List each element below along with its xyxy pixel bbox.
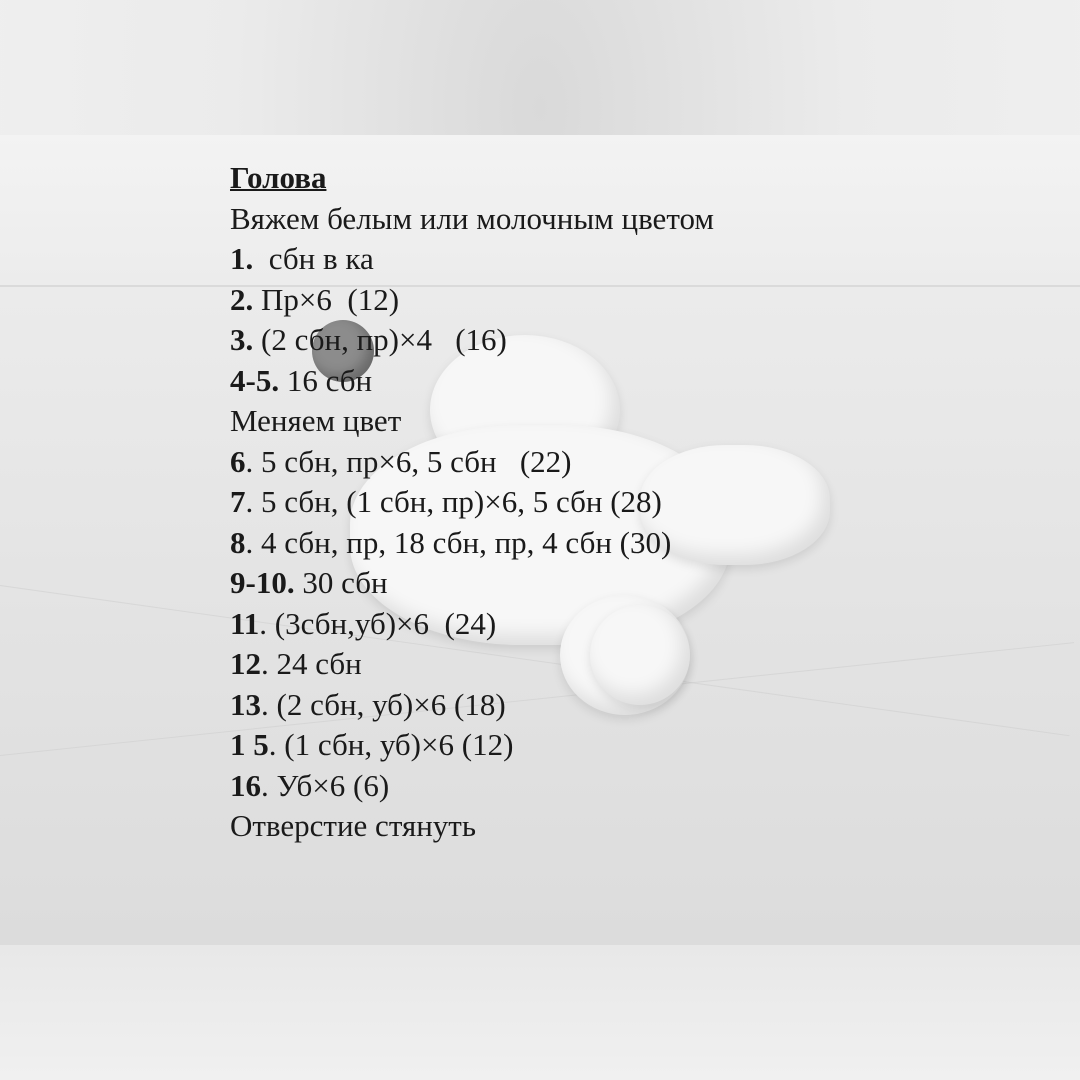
row-number: 13 [230,686,261,722]
row-number: 8 [230,524,246,560]
recipe-row [230,563,850,604]
recipe-row [230,523,850,564]
row-number: 4-5. [230,362,280,398]
recipe-row [230,644,850,685]
bottom-strip [0,945,1080,1080]
row-text: . 4 сбн, пр, 18 сбн, пр, 4 сбн (30) [245,524,672,560]
row-number: 6 [230,443,246,479]
recipe-row [230,361,850,402]
row-text: 30 сбн [294,565,388,600]
recipe-row [230,725,850,766]
recipe-row [230,239,850,280]
row-text: (2 сбн, пр)×4 (16) [253,322,507,357]
row-text: 16 сбн [279,362,373,398]
recipe-rows [230,239,850,847]
recipe-text [230,158,850,847]
row-number: 16 [230,767,261,803]
row-text: . (1 сбн, уб)×6 (12) [268,727,514,762]
recipe-row [230,442,850,483]
recipe-row [230,401,850,442]
recipe-row [230,766,850,807]
row-text: . Уб×6 (6) [261,767,390,803]
recipe-row [230,482,850,523]
row-number: 1 5 [230,727,269,762]
row-text: . 5 сбн, пр×6, 5 сбн (22) [245,443,572,479]
recipe-title: Голова [230,160,327,195]
recipe-row [230,320,850,361]
row-number: 2. [230,281,254,317]
row-text: . (3сбн,уб)×6 (24) [259,605,497,641]
row-text: . 5 сбн, (1 сбн, пр)×6, 5 сбн (28) [245,484,662,519]
row-text: . (2 сбн, уб)×6 (18) [261,686,506,722]
recipe-row [230,604,850,645]
recipe-row [230,806,850,847]
row-number: 9-10. [230,565,295,600]
row-number: 3. [230,322,254,357]
row-number: 1. [230,241,254,276]
recipe-row [230,280,850,321]
row-number: 11 [230,605,260,641]
row-text: . 24 сбн [261,646,362,681]
recipe-row [230,685,850,726]
row-text: Отверстие стянуть [230,808,476,843]
row-text: сбн в ка [253,241,374,276]
row-number: 7 [230,484,246,519]
row-number: 12 [230,646,261,681]
row-text: Пр×6 (12) [253,281,400,317]
row-text: Меняем цвет [230,403,402,438]
recipe-intro: Вяжем белым или молочным цветом [230,200,714,236]
